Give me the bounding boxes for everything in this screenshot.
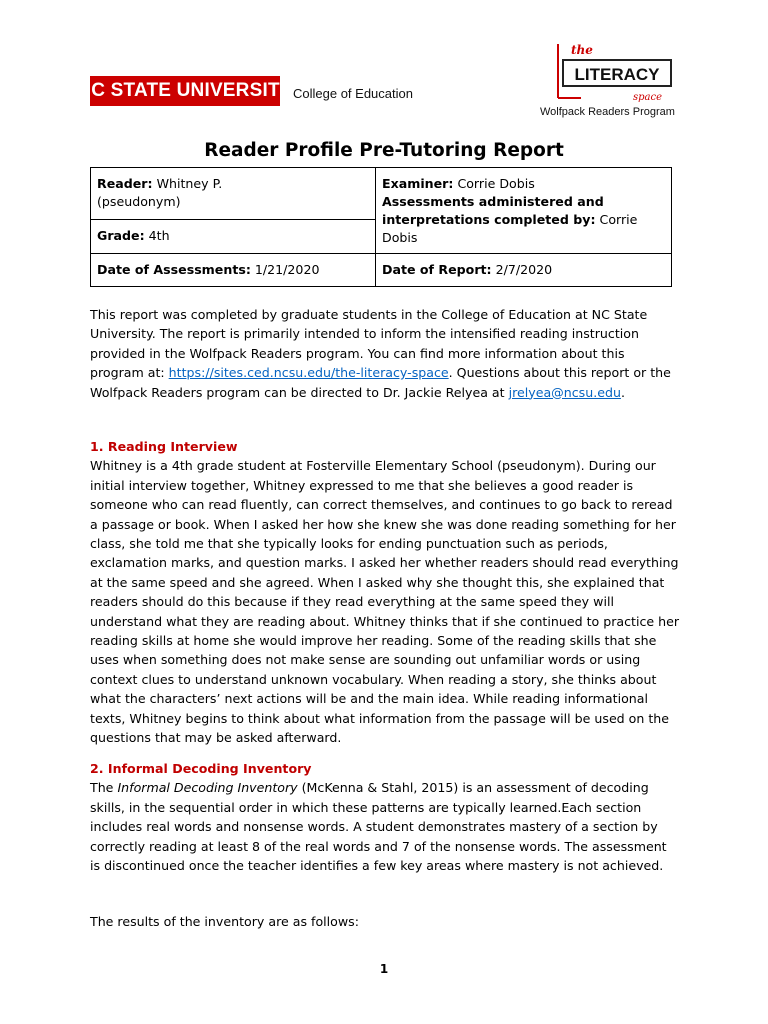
examiner-label: Examiner:	[382, 176, 454, 191]
decoding-body-rest: (McKenna & Stahl, 2015) is an assessment of decoding skills, in the sequential order in which these patterns are typically learned.Each section includes real words and nonsense words. A student demonstrates mastery of a section by correctly reading at least 8 of the real words and 7 of the nonsense words. The assessment is discontinued once the teacher identifies a few key areas where mastery is not achieved.	[90, 780, 667, 874]
program-name: Wolfpack Readers Program	[540, 106, 675, 118]
reading-interview-heading: 1. Reading Interview	[90, 439, 238, 454]
literacy-space-link[interactable]: https://sites.ced.ncsu.edu/the-literacy-space	[168, 365, 449, 381]
literacy-logo-main: LITERACY	[574, 65, 660, 84]
decoding-body-start: The	[90, 780, 118, 796]
date-report-value: 2/7/2020	[495, 262, 553, 277]
assess-value: Corrie Dobis	[382, 212, 638, 245]
reading-interview-section	[90, 437, 680, 748]
decoding-inventory-title: Informal Decoding Inventory	[117, 780, 298, 796]
literacy-logo-bottom: space	[633, 92, 663, 103]
decoding-inventory-body	[90, 778, 680, 875]
decoding-inventory-section	[90, 759, 680, 875]
assess-label: Assessments administered and interpretations completed by:	[382, 194, 604, 227]
decoding-inventory-heading: 2. Informal Decoding Inventory	[90, 761, 312, 776]
reader-note: (pseudonym)	[97, 194, 181, 209]
date-report-cell	[376, 254, 672, 287]
ncsu-logo: NC STATE UNIVERSITY	[90, 76, 280, 106]
intro-paragraph	[90, 305, 680, 402]
intro-text-1: This report was completed by graduate students in the College of Education at NC State University. The report is primarily intended to inform the intensified reading instruction provided in the Wolfpack Readers program. You can find more information about this program at:	[90, 307, 648, 381]
examiner-cell	[376, 168, 672, 254]
intro-text-3: .	[620, 384, 625, 400]
date-assessments-value: 1/21/2020	[254, 262, 320, 277]
reader-cell	[91, 168, 376, 220]
examiner-value: Corrie Dobis	[457, 176, 535, 191]
date-assessments-cell	[91, 254, 376, 287]
literacy-logo-top: the	[571, 43, 593, 57]
literacy-space-logo	[555, 40, 675, 108]
grade-cell	[91, 219, 376, 253]
date-assessments-label: Date of Assessments:	[97, 262, 251, 277]
grade-label: Grade:	[97, 227, 145, 243]
college-name: College of Education	[293, 86, 413, 101]
reader-label: Reader:	[97, 176, 153, 191]
reader-info-table	[90, 167, 672, 287]
intro-text-2: . Questions about this report or the Wolfpack Readers program can be directed to Dr. Jackie Relyea at	[90, 365, 671, 400]
reader-value: Whitney P.	[156, 176, 223, 191]
grade-value: 4th	[148, 227, 170, 243]
page-number: 1	[379, 962, 389, 976]
date-report-label: Date of Report:	[382, 262, 492, 277]
results-intro: The results of the inventory are as follows:	[90, 914, 359, 929]
report-title: Reader Profile Pre-Tutoring Report	[204, 140, 564, 161]
email-link[interactable]: jrelyea@ncsu.edu	[508, 384, 621, 400]
reading-interview-body: Whitney is a 4th grade student at Fosterville Elementary School (pseudonym). During our initial interview together, Whitney expressed to me that she believes a good reader is someone who can read fluently, can correct themselves, and continues to go back to reread a passage or book. When I asked her how she knew she was done reading something for her class, she told me that she typically looks for ending punctuation such as periods, exclamation marks, and question marks. I asked her whether readers should read everything at the same speed and she agreed. When I asked why she thought this, she explained that readers should do this because if they read everything at the same speed they will understand what they are reading about. Whitney thinks that if she continued to practice her reading skills at home she would improve her reading. Some of the reading skills that she uses when something does not make sense are sounding out unfamiliar words or using context clues to understand unknown vocabulary. When reading a story, she thinks about what the characters’ next actions will be and the main idea. While reading informational texts, Whitney begins to think about what information from the passage will be used on the questions that may be asked afterward.	[90, 458, 680, 746]
